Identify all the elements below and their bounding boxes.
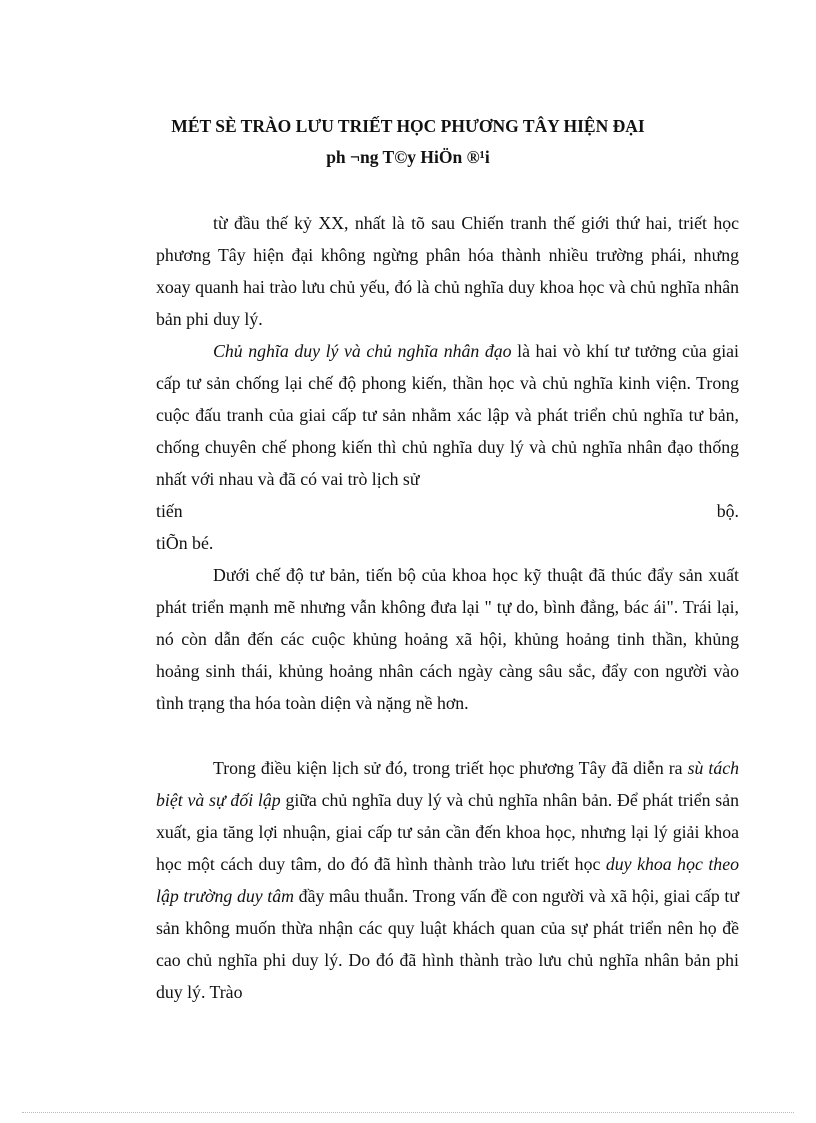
paragraph-2-tail: tiÕn bé. [156,533,214,553]
paragraph-2-emphasis: Chủ nghĩa duy lý và chủ nghĩa nhân đạo [213,341,512,361]
paragraph-3 [156,559,739,719]
paragraph-2-text [156,335,739,495]
paragraph-2-word-left: tiến [156,501,183,521]
paragraph-4-text [156,752,739,1008]
paragraph-4-part-b: giữa chủ nghĩa duy lý và chủ nghĩa nhân bản. Để phát triển sản xuất, gia tăng lợi nhuận, giai cấp tư sản cần đến khoa học, nhưng lại lý giải khoa học một cách duy tâm, do đó đã hình thành trào lưu triết học [156,790,739,874]
paragraph-2-body: là hai vò khí tư tưởng của giai cấp tư sản chống lại chế độ phong kiến, thần học và chủ nghĩa kinh viện. Trong cuộc đấu tranh của giai cấp tư sản nhằm xác lập và phát triển chủ nghĩa tư bản, chống chuyên chế phong kiến thì chủ nghĩa duy lý và chủ nghĩa nhân đạo thống nhất với nhau và đã có vai trò lịch sử [156,341,739,489]
paragraph-1-text: từ đầu thế kỷ XX, nhất là tõ sau Chiến tranh thế giới thứ hai, triết học phương Tây hiện đại không ngừng phân hóa thành nhiều trường phái, nhưng xoay quanh hai trào lưu chủ yếu, đó là chủ nghĩa duy khoa học và chủ nghĩa nhân bản phi duy lý. [156,213,739,329]
paragraph-4-emphasis-2: duy khoa học theo lập trường duy tâm [156,854,739,906]
paragraph-2-justified-line [156,495,739,527]
paragraph-4-emphasis-1: sù tách biệt và sự đối lập [156,758,739,810]
document-title: MÉT SÈ TRÀO LƯU TRIẾT HỌC PHƯƠNG TÂY HIỆN ĐẠI [171,116,645,136]
document-subtitle: ph ¬ng T©y HiÖn ®¹i [326,147,490,167]
paragraph-2 [156,335,739,559]
page-bottom-divider [22,1112,794,1113]
paragraph-4 [156,752,739,1008]
paragraph-1 [156,207,739,335]
paragraph-2-word-right: bộ. [716,501,739,521]
paragraph-3-text: Dưới chế độ tư bản, tiến bộ của khoa học kỹ thuật đã thúc đẩy sản xuất phát triển mạnh mẽ nhưng vẫn không đưa lại " tự do, bình đẳng, bác ái". Trái lại, nó còn dẫn đến các cuộc khủng hoảng xã hội, khủng hoảng tinh thần, khủng hoảng sinh thái, khủng hoảng nhân cách ngày càng sâu sắc, đẩy con người vào tình trạng tha hóa toàn diện và nặng nề hơn. [156,565,739,713]
paragraph-4-part-a: Trong điều kiện lịch sử đó, trong triết học phương Tây đã diễn ra [213,758,688,778]
paragraph-4-part-c: đầy mâu thuẫn. Trong vấn đề con người và xã hội, giai cấp tư sản không muốn thừa nhận các quy luật khách quan của sự phát triển nên họ đề cao chủ nghĩa phi duy lý. Do đó đã hình thành trào lưu chủ nghĩa nhân bản phi duy lý. Trào [156,886,739,1002]
